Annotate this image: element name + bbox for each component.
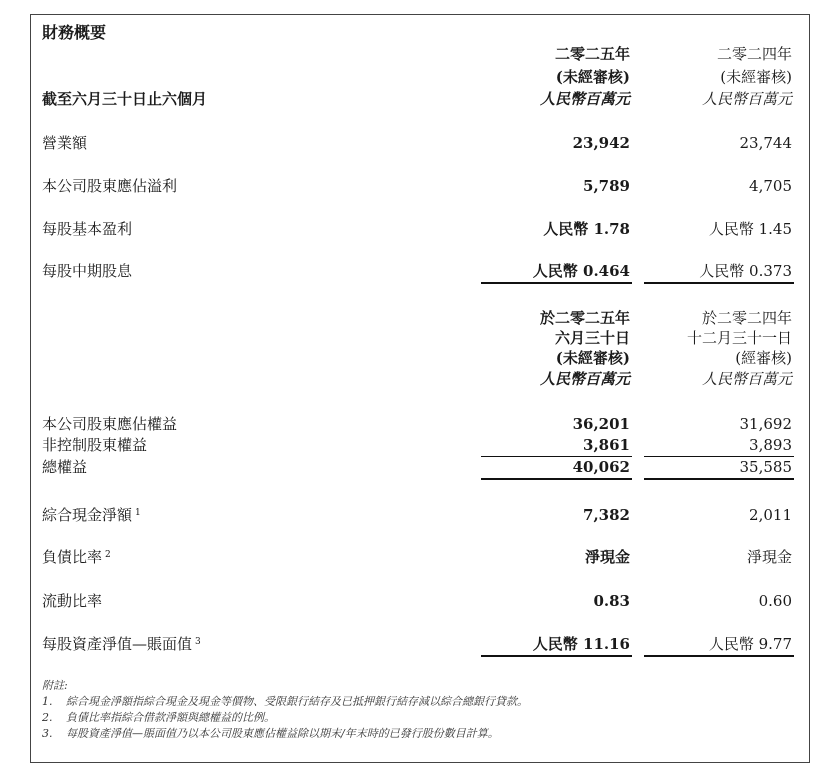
- header2-prior-unit: 人民幣百萬元: [701, 370, 792, 388]
- row-prior-profit: 4,705: [749, 177, 792, 195]
- header1-current-audit: (未經審核): [555, 68, 630, 86]
- row-label-current-ratio: 流動比率: [42, 592, 103, 610]
- header1-prior-audit: (未經審核): [720, 68, 792, 86]
- row-current-nav-per-share: 人民幣 11.16: [532, 635, 630, 653]
- header1-prior-unit: 人民幣百萬元: [701, 90, 792, 108]
- notes-heading: 附註:: [42, 679, 68, 692]
- rule-prior-subtotal: [644, 456, 794, 457]
- rule-prior-nav: [644, 655, 794, 657]
- rule-current-subtotal: [481, 456, 632, 457]
- header2-prior-line1: 於二零二四年: [701, 309, 792, 327]
- row-current-total-equity: 40,062: [572, 458, 630, 476]
- row-current-gearing: 淨現金: [584, 548, 630, 566]
- row-current-profit: 5,789: [583, 177, 630, 195]
- header2-prior-line2: 十二月三十一日: [686, 329, 792, 347]
- row-label-nav-per-share: 每股資產淨值—賬面值 $^3$: [42, 635, 201, 653]
- row-current-revenue: 23,942: [572, 134, 630, 152]
- header1-prior-year: 二零二四年: [716, 45, 792, 63]
- row-prior-shareholders-equity: 31,692: [739, 415, 792, 433]
- rule-current-total: [481, 478, 632, 480]
- row-current-eps: 人民幣 1.78: [543, 220, 630, 238]
- header1-current-unit: 人民幣百萬元: [539, 90, 630, 108]
- header2-current-unit: 人民幣百萬元: [539, 370, 630, 388]
- note-item-3: 3. 每股資產淨值—賬面值乃以本公司股東應佔權益除以期末/年末時的已發行股份數目計算。: [42, 727, 499, 740]
- rule-prior-total: [644, 478, 794, 480]
- header1-current-year: 二零二五年: [554, 45, 630, 63]
- note-item-1: 1. 綜合現金淨額指綜合現金及現金等價物、受限銀行結存及已抵押銀行結存減以綜合總銀行貸款。: [42, 695, 528, 708]
- row-prior-revenue: 23,744: [739, 134, 792, 152]
- row-label-nci: 非控制股東權益: [42, 436, 148, 454]
- rule-prior-dividend: [644, 282, 794, 284]
- row-label-revenue: 營業額: [42, 134, 88, 152]
- row-prior-current-ratio: 0.60: [758, 592, 792, 610]
- row-prior-eps: 人民幣 1.45: [708, 220, 792, 238]
- row-current-dividend: 人民幣 0.464: [532, 262, 630, 280]
- row-label-total-equity: 總權益: [42, 458, 88, 476]
- row-prior-total-equity: 35,585: [739, 458, 792, 476]
- row-current-shareholders-equity: 36,201: [572, 415, 630, 433]
- row-label-dividend: 每股中期股息: [42, 262, 133, 280]
- row-prior-gearing: 淨現金: [746, 548, 792, 566]
- row-current-nci: 3,861: [583, 436, 630, 454]
- header2-current-line1: 於二零二五年: [539, 309, 630, 327]
- row-label-gearing: 負債比率 $^2$: [42, 548, 111, 566]
- period-label: 截至六月三十日止六個月: [42, 90, 208, 108]
- row-label-eps: 每股基本盈利: [42, 220, 133, 238]
- rule-current-nav: [481, 655, 632, 657]
- note-item-2: 2. 負債比率指綜合借款淨額與總權益的比例。: [42, 711, 275, 724]
- row-current-current-ratio: 0.83: [593, 592, 630, 610]
- rule-current-dividend: [481, 282, 632, 284]
- row-current-net-cash: 7,382: [583, 506, 630, 524]
- row-label-profit: 本公司股東應佔溢利: [42, 177, 178, 195]
- row-prior-nci: 3,893: [749, 436, 792, 454]
- header2-current-line2: 六月三十日: [554, 329, 630, 347]
- header2-current-audit: (未經審核): [555, 349, 630, 367]
- row-prior-dividend: 人民幣 0.373: [699, 262, 792, 280]
- page-title: 財務概要: [42, 23, 107, 42]
- row-label-net-cash: 綜合現金淨額 $^1$: [42, 506, 141, 524]
- row-prior-nav-per-share: 人民幣 9.77: [708, 635, 792, 653]
- row-prior-net-cash: 2,011: [749, 506, 792, 524]
- header2-prior-audit: (經審核): [735, 349, 792, 367]
- row-label-shareholders-equity: 本公司股東應佔權益: [42, 415, 178, 433]
